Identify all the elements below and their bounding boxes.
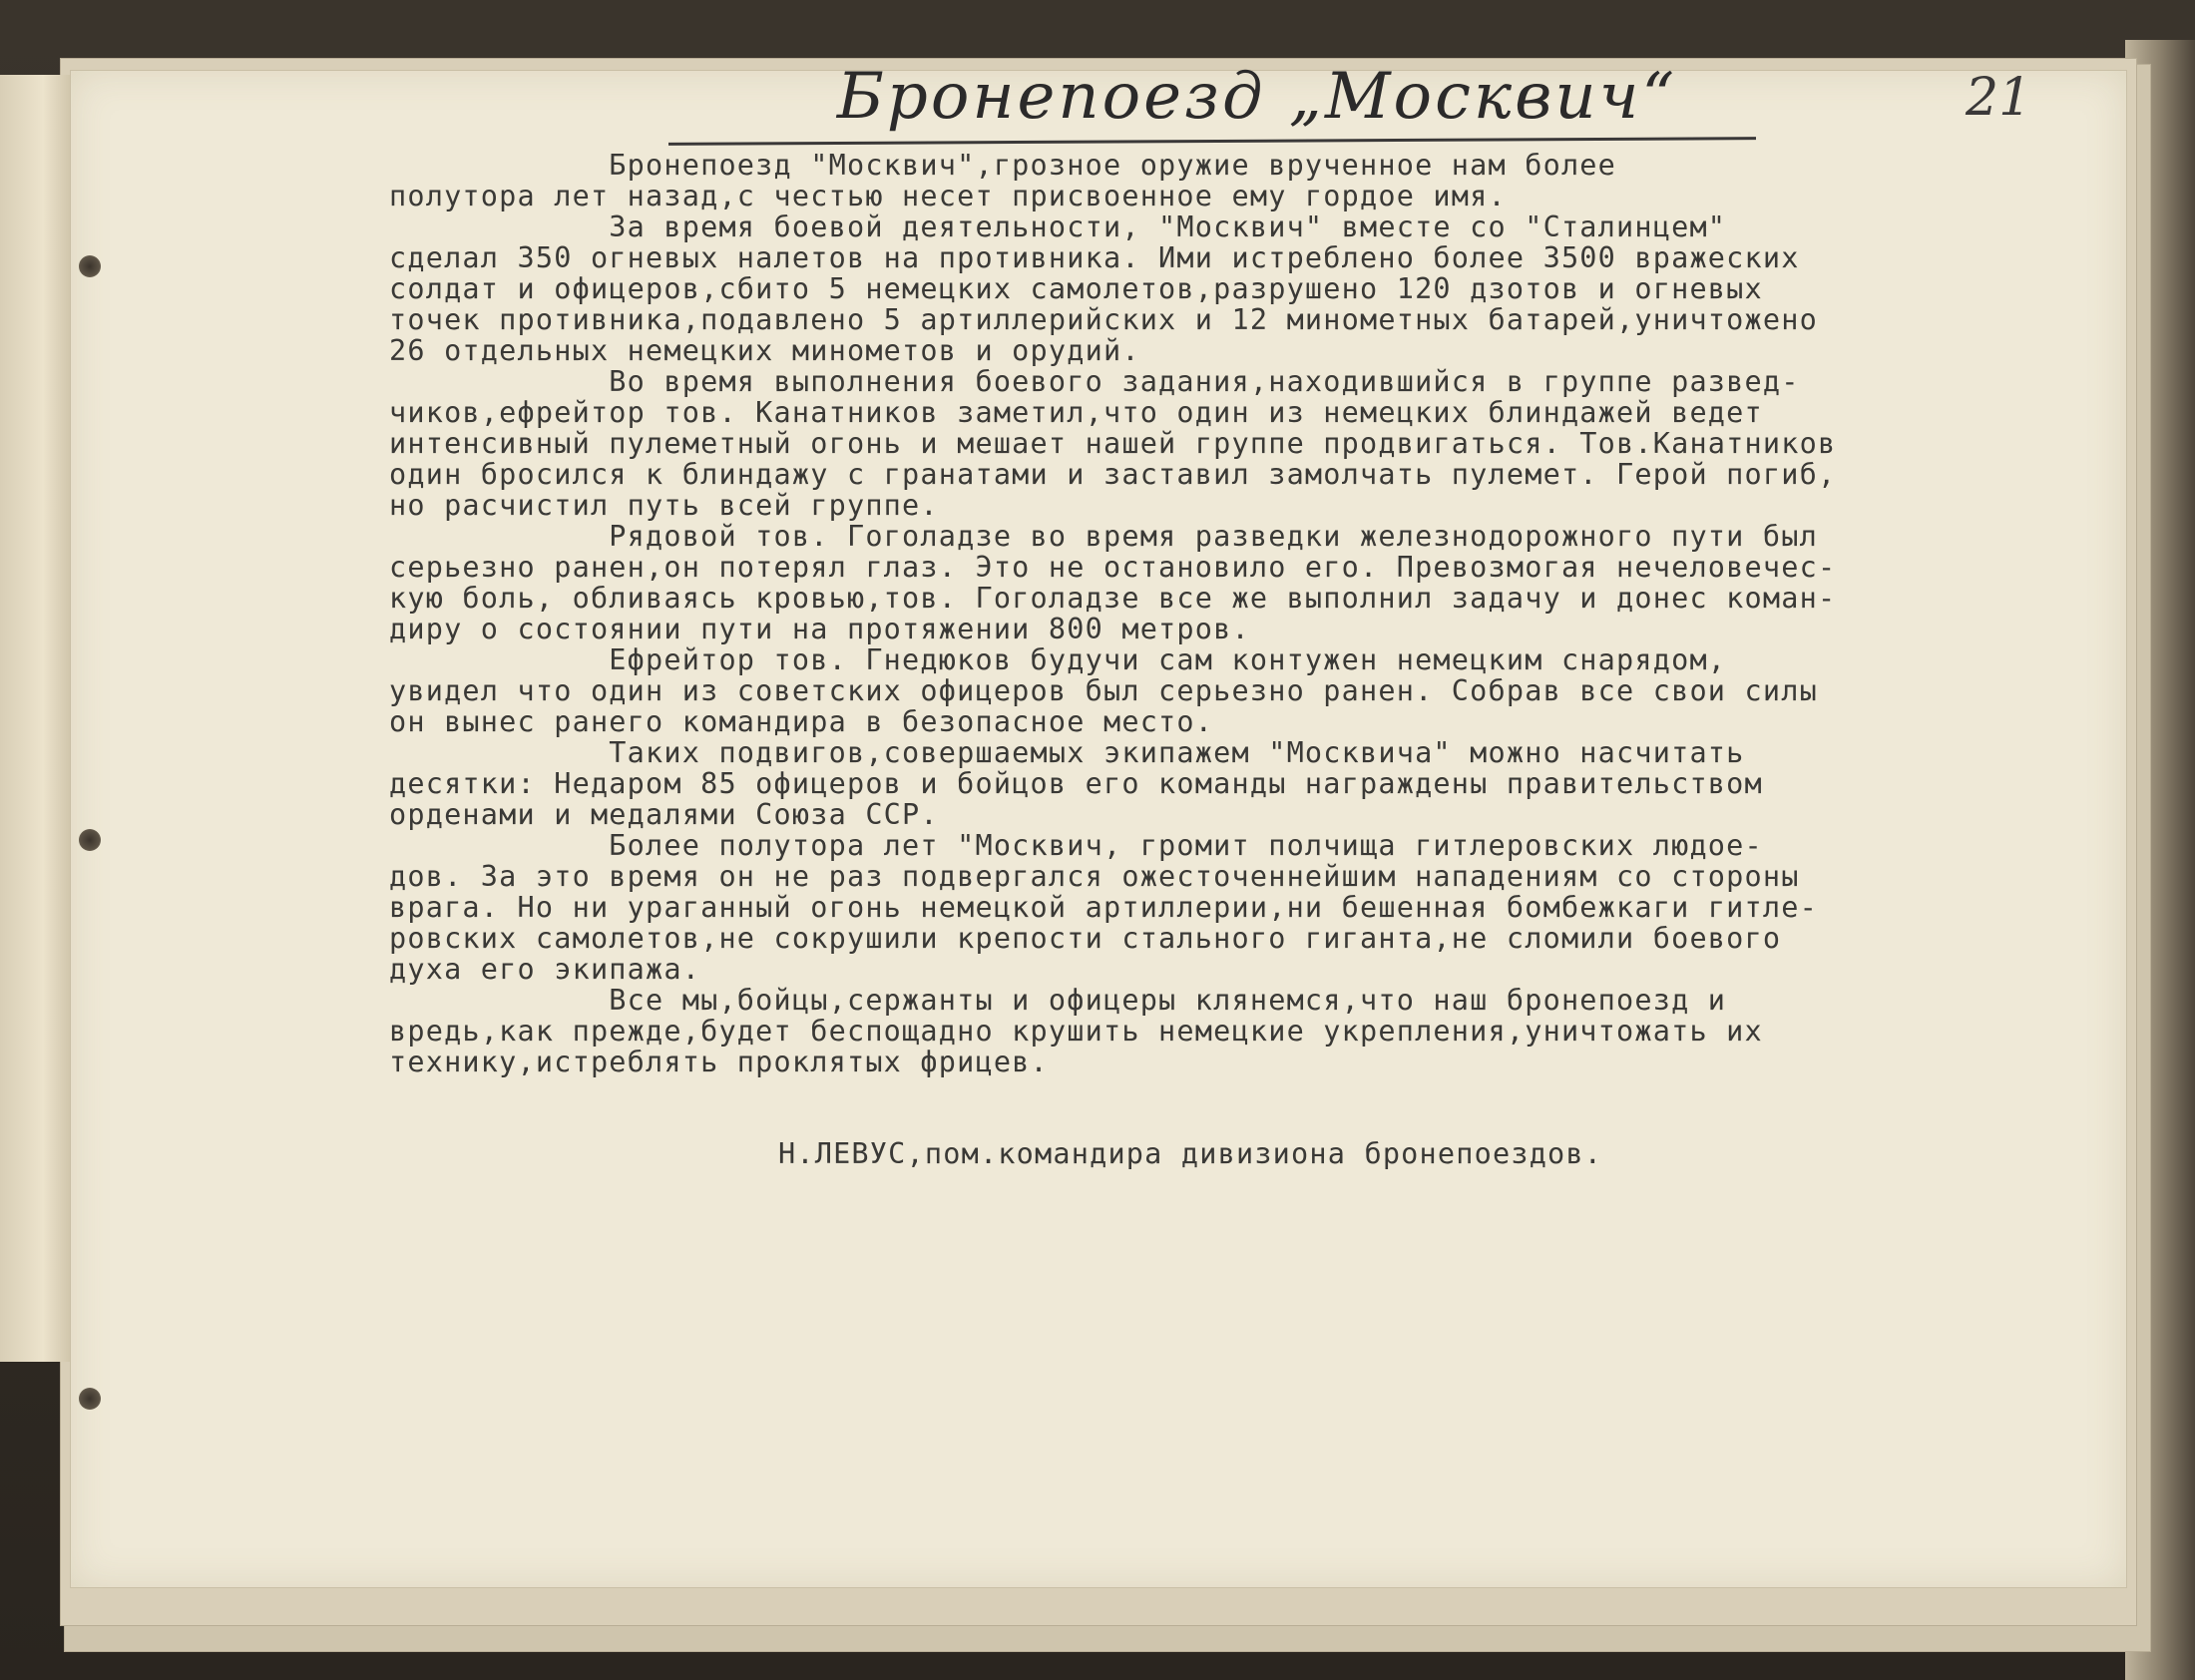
- punch-hole: [79, 255, 101, 277]
- text-line: Таких подвигов,совершаемых экипажем "Москвича" можно насчитать: [389, 736, 1745, 769]
- text-line: Бронепоезд "Москвич",грозное оружие врученное нам более: [389, 149, 1617, 182]
- text-line: но расчистил путь всей группе.: [389, 489, 939, 522]
- text-line: солдат и офицеров,сбито 5 немецких самолетов,разрушено 120 дзотов и огневых: [389, 272, 1763, 305]
- text-line: врага. Но ни ураганный огонь немецкой артиллерии,ни бешенная бомбежкаги гитле-: [389, 891, 1818, 924]
- text-line: диру о состоянии пути на протяжении 800 метров.: [389, 613, 1250, 645]
- text-line: полутора лет назад,с честью несет присвоенное ему гордое имя.: [389, 180, 1507, 212]
- punch-hole: [79, 829, 101, 851]
- document-body: [389, 150, 2125, 1077]
- text-line: За время боевой деятельности, "Москвич" вместе со "Сталинцем": [389, 210, 1727, 243]
- signature: Н.ЛЕВУС,пом.командира дивизиона бронепоездов.: [778, 1137, 1603, 1170]
- left-page-edge: [0, 75, 74, 1362]
- text-line: он вынес ранего командира в безопасное место.: [389, 705, 1214, 738]
- text-line: вредь,как прежде,будет беспощадно крушить немецкие укрепления,уничтожать их: [389, 1015, 1763, 1048]
- text-line: технику,истреблять проклятых фрицев.: [389, 1046, 1049, 1078]
- text-line: орденами и медалями Союза ССР.: [389, 798, 939, 831]
- text-line: духа его экипажа.: [389, 953, 701, 986]
- text-line: Все мы,бойцы,сержанты и офицеры клянемся,что наш бронепоезд и: [389, 984, 1727, 1017]
- text-line: дов. За это время он не раз подвергался ожесточеннейшим нападениям со стороны: [389, 860, 1800, 893]
- text-line: десятки: Недаром 85 офицеров и бойцов его команды награждены правительством: [389, 767, 1763, 800]
- page-number: 21: [1966, 68, 2032, 128]
- text-line: чиков,ефрейтор тов. Канатников заметил,что один из немецких блиндажей ведет: [389, 396, 1763, 429]
- text-line: один бросился к блиндажу с гранатами и заставил замолчать пулемет. Герой погиб,: [389, 458, 1837, 491]
- text-line: сделал 350 огневых налетов на противника. Ими истреблено более 3500 вражеских: [389, 241, 1800, 274]
- text-line: Более полутора лет "Москвич, громит полчища гитлеровских людое-: [389, 829, 1763, 862]
- text-line: Рядовой тов. Гоголадзе во время разведки железнодорожного пути был: [389, 520, 1818, 553]
- text-line: серьезно ранен,он потерял глаз. Это не остановило его. Превозмогая нечеловечес-: [389, 551, 1837, 584]
- text-line: 26 отдельных немецких минометов и орудий.: [389, 334, 1140, 367]
- text-line: точек противника,подавлено 5 артиллерийских и 12 минометных батарей,уничтожено: [389, 303, 1818, 336]
- text-line: интенсивный пулеметный огонь и мешает нашей группе продвигаться. Тов.Канатников: [389, 427, 1837, 460]
- document-title: Бронепоезд „Москвич“: [836, 60, 1678, 134]
- text-line: ровских самолетов,не сокрушили крепости стального гиганта,не сломили боевого: [389, 922, 1782, 955]
- text-line: Во время выполнения боевого задания,находившийся в группе развед-: [389, 365, 1800, 398]
- punch-hole: [79, 1388, 101, 1410]
- text-line: увидел что один из советских офицеров был серьезно ранен. Собрав все свои силы: [389, 674, 1818, 707]
- text-line: Ефрейтор тов. Гнедюков будучи сам контужен немецким снарядом,: [389, 643, 1727, 676]
- text-line: кую боль, обливаясь кровью,тов. Гоголадзе все же выполнил задачу и донес коман-: [389, 582, 1837, 615]
